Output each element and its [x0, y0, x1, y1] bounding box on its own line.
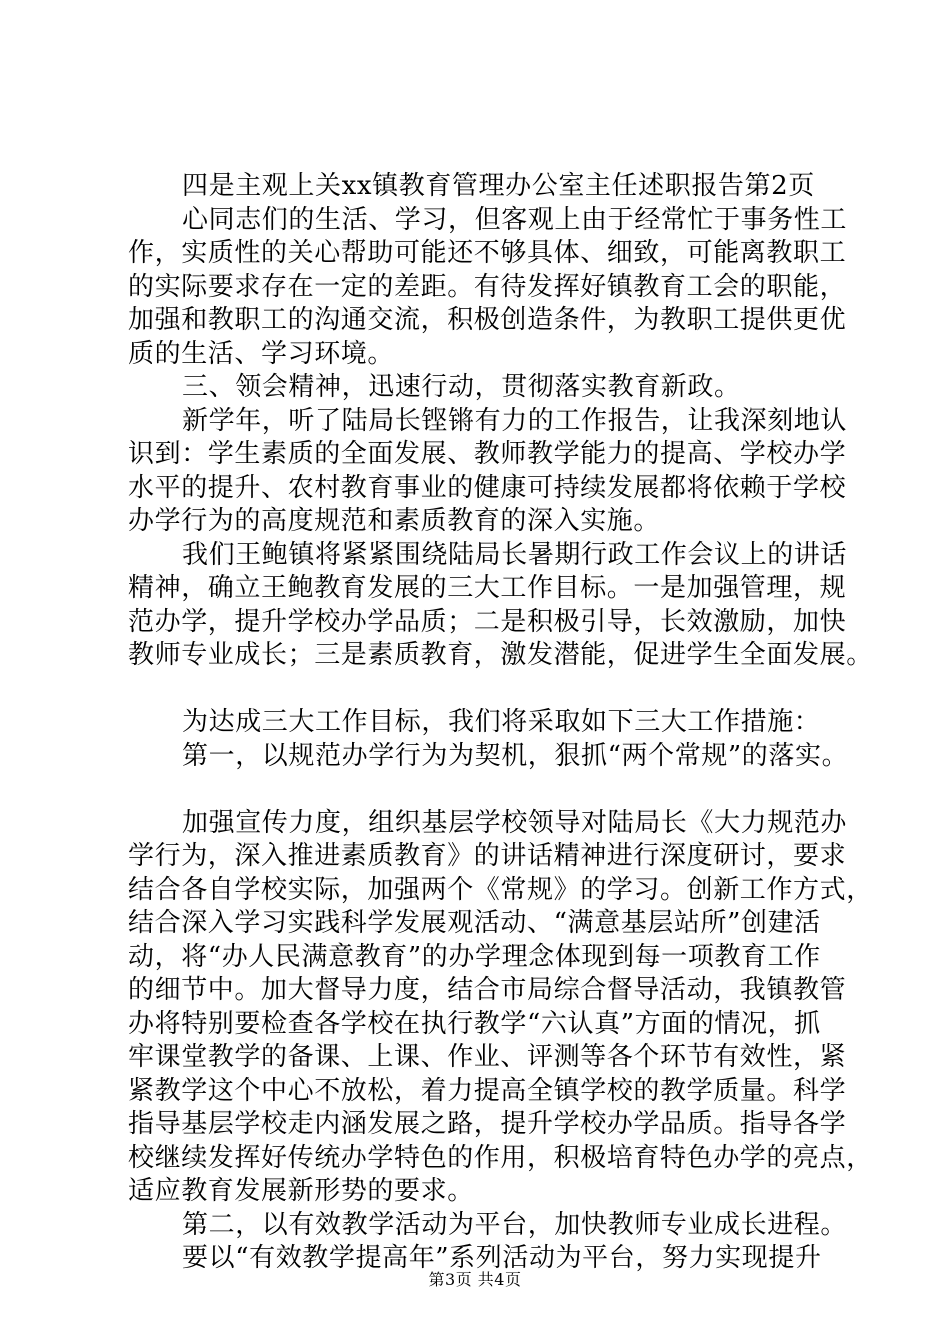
text-line: 紧教学这个中心不放松，着力提高全镇学校的教学质量。科学: [128, 1075, 847, 1106]
text-line: 新学年，听了陆局长铿锵有力的工作报告，让我深刻地认: [182, 405, 848, 436]
text-line: 加强宣传力度，组织基层学校领导对陆局长《大力规范办: [182, 807, 848, 838]
text-line: 办将特别要检查各学校在执行教学“六认真”方面的情况，抓: [128, 1008, 821, 1039]
text-line: 结合各自学校实际，加强两个《常规》的学习。创新工作方式，: [128, 874, 873, 905]
section-heading: 第一，以规范办学行为为契机，狠抓“两个常规”的落实。: [182, 740, 849, 771]
text-line: 识到：学生素质的全面发展、教师教学能力的提高、学校办学: [128, 439, 847, 469]
text-line: 学行为，深入推进素质教育》的讲话精神进行深度研讨，要求: [128, 841, 847, 871]
text-line: 动，将“办人民满意教育”的办学理念体现到每一项教育工作: [128, 941, 821, 972]
paragraph-gap: [128, 773, 848, 807]
text-line: 质的生活、学习环境。: [128, 338, 395, 369]
paragraph-gap: [128, 673, 848, 707]
text-line: 校继续发挥好传统办学特色的作用，积极培育特色办学的亮点，: [128, 1142, 873, 1173]
document-body: [128, 170, 873, 1276]
text-line: 指导基层学校走内涵发展之路，提升学校办学品质。指导各学: [128, 1109, 847, 1139]
text-line: 四是主观上关xx镇教育管理办公室主任述职报告第2页: [182, 171, 815, 201]
text-line: 心同志们的生活、学习，但客观上由于经常忙于事务性工: [182, 204, 848, 235]
text-line: 精神，确立王鲍教育发展的三大工作目标。一是加强管理，规: [128, 573, 847, 603]
text-line: 教师专业成长；三是素质教育，激发潜能，促进学生全面发展。: [128, 640, 873, 670]
text-line: 要以“有效教学提高年”系列活动为平台，努力实现提升: [182, 1243, 822, 1273]
text-line: 水平的提升、农村教育事业的健康可持续发展都将依赖于学校: [128, 472, 847, 503]
section-heading: 第二，以有效教学活动为平台，加快教师专业成长进程。: [182, 1209, 848, 1240]
text-line: 适应教育发展新形势的要求。: [128, 1176, 474, 1206]
text-line: 为达成三大工作目标，我们将采取如下三大工作措施：: [182, 707, 821, 737]
section-heading: 三、领会精神，迅速行动，贯彻落实教育新政。: [182, 372, 741, 402]
text-line: 的细节中。加大督导力度，结合市局综合督导活动，我镇教管: [128, 975, 847, 1005]
page-footer: [0, 1270, 950, 1290]
page-indicator: 第3页 共4页: [428, 1270, 522, 1289]
text-line: 作，实质性的关心帮助可能还不够具体、细致，可能离教职工: [128, 238, 847, 268]
text-line: 的实际要求存在一定的差距。有待发挥好镇教育工会的职能，: [128, 271, 847, 302]
text-line: 牢课堂教学的备课、上课、作业、评测等各个环节有效性，紧: [128, 1042, 847, 1072]
text-line: 我们王鲍镇将紧紧围绕陆局长暑期行政工作会议上的讲话: [182, 539, 848, 570]
text-line: 加强和教职工的沟通交流，积极创造条件，为教职工提供更优: [128, 305, 847, 335]
text-line: 办学行为的高度规范和素质教育的深入实施。: [128, 506, 661, 536]
text-line: 结合深入学习实践科学发展观活动、“满意基层站所”创建活: [128, 908, 821, 938]
text-line: 范办学，提升学校办学品质；二是积极引导，长效激励，加快: [128, 606, 847, 637]
